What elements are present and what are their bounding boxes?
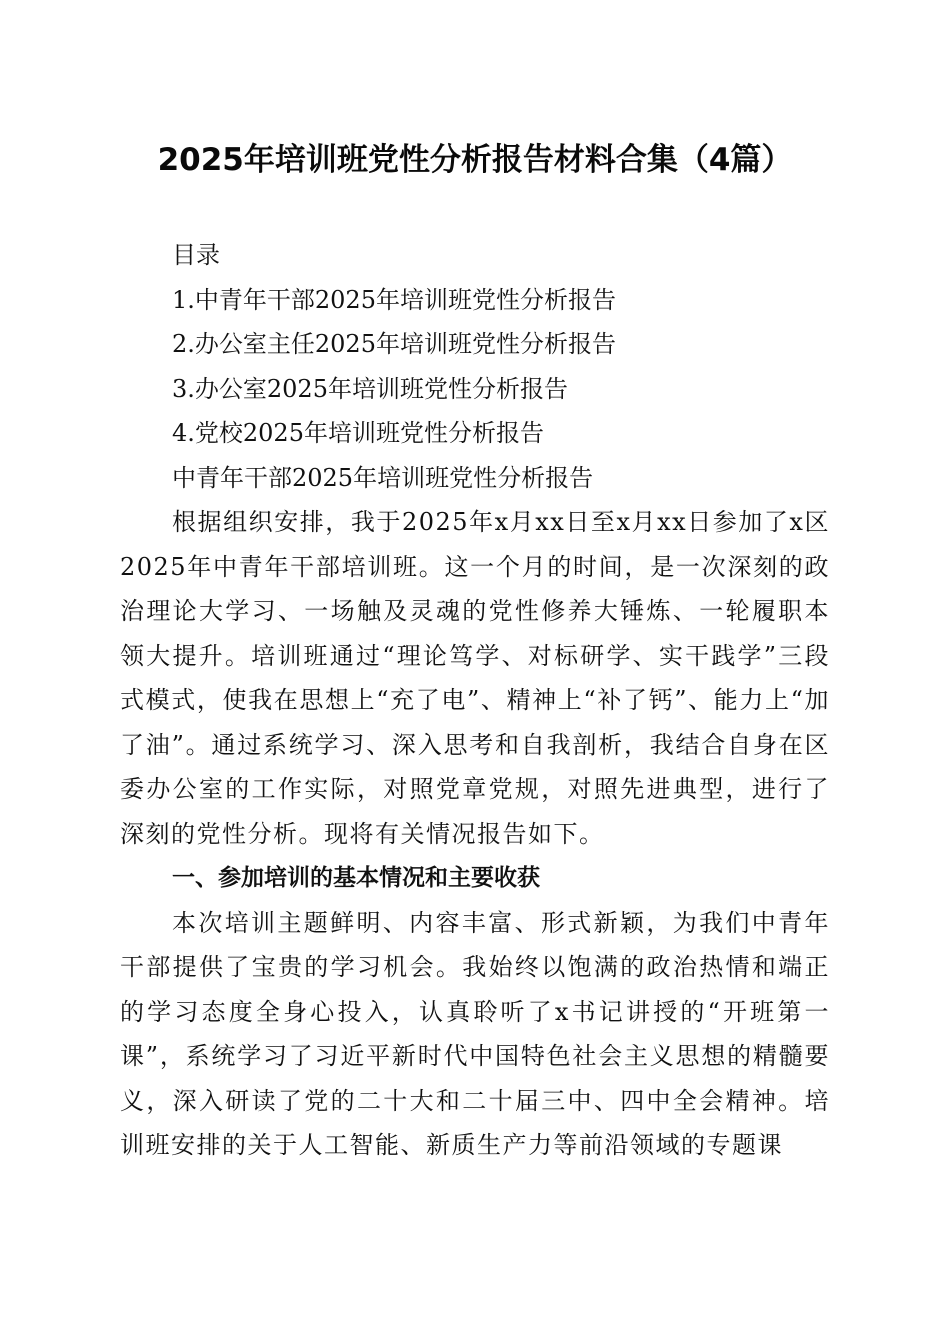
paragraph-section-1: 本次培训主题鲜明、内容丰富、形式新颖，为我们中青年干部提供了宝贵的学习机会。我始终以饱满的政治热情和端正的学习态度全身心投入，认真聆听了x书记讲授的“开班第一课”，系统学习了习近平新时代中国特色社会主义思想的精髓要义，深入研读了党的二十大和二十届三中、四中全会精神。培训班安排的关于人工智能、新质生产力等前沿领域的专题课	[120, 908, 830, 1159]
paragraph-intro: 根据组织安排，我于2025年x月xx日至x月xx日参加了x区2025年中青年干部培训班。这一个月的时间，是一次深刻的政治理论大学习、一场触及灵魂的党性修养大锤炼、一轮履职本领大提升。培训班通过“理论笃学、对标研学、实干践学”三段式模式，使我在思想上“充了电”、精神上“补了钙”、能力上“加了油”。通过系统学习、深入思考和自我剖析，我结合自身在区委办公室的工作实际，对照党章党规，对照先进典型，进行了深刻的党性分析。现将有关情况报告如下。	[120, 508, 830, 848]
document-title: 2025年培训班党性分析报告材料合集（4篇）	[157, 142, 793, 178]
toc-item-1: 1.中青年干部2025年培训班党性分析报告	[172, 285, 616, 314]
document-body	[120, 233, 830, 1168]
toc-item-3: 3.办公室2025年培训班党性分析报告	[172, 374, 568, 403]
toc-item-2: 2.办公室主任2025年培训班党性分析报告	[172, 330, 616, 358]
article-title: 中青年干部2025年培训班党性分析报告	[172, 463, 594, 492]
toc-item-4: 4.党校2025年培训班党性分析报告	[172, 419, 544, 447]
toc-label: 目录	[172, 241, 220, 269]
section-heading-1: 一、参加培训的基本情况和主要收获	[172, 865, 540, 891]
